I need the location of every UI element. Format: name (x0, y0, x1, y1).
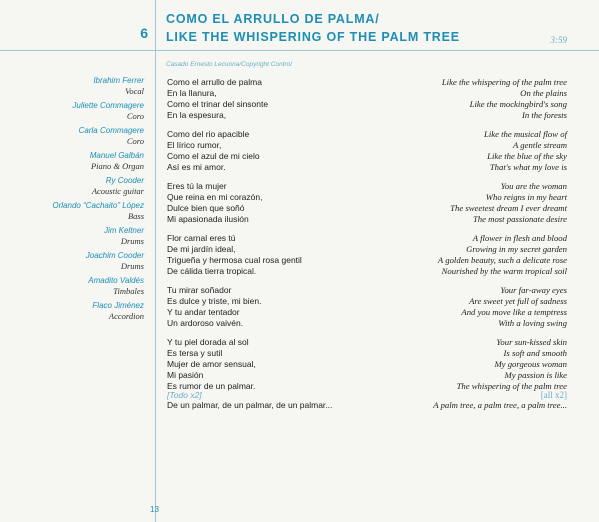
lyric-line: Is soft and smooth (503, 348, 567, 358)
lyric-line: De un palmar, de un palmar, de un palmar... (167, 400, 333, 410)
lyric-line: Como del rio apacible (167, 129, 250, 139)
musician-entry (0, 150, 144, 172)
lyric-line: A golden beauty, such a delicate rose (437, 255, 567, 265)
lyric-line: In the forests (521, 110, 567, 120)
lyric-line: With a loving swing (498, 318, 567, 328)
lyric-line: Es dulce y triste, mi bien. (167, 296, 262, 306)
musician-name: Amadito Valdés (88, 276, 144, 285)
musician-entry (0, 75, 144, 97)
lyric-line: Like the mockingbird's song (469, 99, 567, 109)
musician-entry (0, 300, 144, 322)
lyric-line: Like the musical flow of (483, 129, 567, 139)
lyric-line: A gentle stream (512, 140, 567, 150)
lyric-line: Dulce bien que soñó (167, 203, 245, 213)
stanza-en (337, 129, 567, 173)
lyric-line: De mi jardín ideal, (167, 244, 236, 254)
lyric-line: El lírico rumor, (167, 140, 222, 150)
lyric-line: Your sun-kissed skin (496, 337, 567, 347)
lyric-line: Like the blue of the sky (487, 151, 567, 161)
track-title-es: COMO EL ARRULLO DE PALMA/ (166, 12, 380, 26)
lyric-line: Mi pasión (167, 370, 204, 380)
stanza-en (337, 400, 567, 411)
musician-entry (0, 175, 144, 197)
lyric-line: Es rumor de un palmar. (167, 381, 256, 391)
musician-name: Juliette Commagere (72, 101, 144, 110)
musician-list (0, 75, 144, 325)
musician-entry (0, 275, 144, 297)
lyric-line: And you move like a temptress (461, 307, 567, 317)
musician-entry (0, 200, 144, 222)
lyric-line: Mujer de amor sensual, (167, 359, 256, 369)
horizontal-divider (0, 50, 599, 51)
lyric-line: Así es mi amor. (167, 162, 226, 172)
musician-role: Timbales (113, 286, 144, 296)
lyric-line: A flower in flesh and blood (472, 233, 567, 243)
lyric-line: The most passionate desire (472, 214, 567, 224)
musician-name: Manuel Galbán (89, 151, 144, 160)
lyric-line: Who reigns in my heart (485, 192, 567, 202)
lyric-line: The sweetest dream I ever dreamt (450, 203, 567, 213)
stanza-en (337, 337, 567, 392)
lyric-line: My gorgeous woman (494, 359, 567, 369)
musician-entry (0, 250, 144, 272)
musician-role: Drums (120, 236, 144, 246)
musician-role: Bass (127, 211, 144, 221)
lyric-line: En la espesura, (167, 110, 227, 120)
musician-name: Carla Commagere (78, 126, 144, 135)
stanza-en (337, 285, 567, 329)
musician-name: Ry Cooder (105, 176, 144, 185)
track-title (166, 10, 546, 46)
lyric-line: Trigueña y hermosa cual rosa gentil (167, 255, 302, 265)
lyric-line: Eres tú la mujer (167, 181, 227, 191)
musician-role: Vocal (125, 86, 144, 96)
track-title-en: LIKE THE WHISPERING OF THE PALM TREE (166, 30, 460, 44)
musician-name: Joachim Cooder (85, 251, 144, 260)
track-number: 6 (140, 25, 148, 41)
musician-role: Piano & Organ (90, 161, 144, 171)
lyric-line: Mi apasionada ilusión (167, 214, 249, 224)
lyric-line: On the plains (520, 88, 567, 98)
lyric-line: Tu mirar soñador (167, 285, 232, 295)
musician-name: Ibrahim Ferrer (93, 76, 144, 85)
track-duration: 3:59 (550, 35, 567, 45)
musician-entry (0, 225, 144, 247)
lyric-line: Growing in my secret garden (466, 244, 567, 254)
musician-name: Flaco Jiménez (92, 301, 144, 310)
lyric-line: Como el trinar del sinsonte (167, 99, 269, 109)
lyric-line: Un ardoroso vaivén. (167, 318, 244, 328)
stanza-en (337, 77, 567, 121)
lyric-line: Your far-away eyes (500, 285, 567, 295)
lyric-line: You are the woman (500, 181, 567, 191)
musician-role: Coro (126, 111, 144, 121)
lyric-line: Como el azul de mi cielo (167, 151, 260, 161)
vertical-divider (155, 0, 156, 522)
repeat-note-es: [Todo x2] (167, 390, 202, 400)
lyric-line: Are sweet yet full of sadness (469, 296, 567, 306)
lyric-line: Es tersa y sutil (167, 348, 223, 358)
page-number: 13 (150, 505, 159, 514)
musician-name: Jim Keltner (103, 226, 144, 235)
repeat-note-en: [all x2] (540, 390, 567, 400)
lyric-line: Nourished by the warm tropical soil (441, 266, 567, 276)
stanza-en (337, 181, 567, 225)
lyric-line: My passion is like (504, 370, 567, 380)
musician-role: Drums (120, 261, 144, 271)
lyric-line: That's what my love is (489, 162, 567, 172)
lyric-line: Y tu piel dorada al sol (167, 337, 249, 347)
musician-role: Accordion (108, 311, 144, 321)
lyric-line: De cálida tierra tropical. (167, 266, 257, 276)
lyrics-english (337, 77, 567, 419)
musician-role: Coro (126, 136, 144, 146)
stanza-en (337, 233, 567, 277)
lyric-line: Como el arrullo de palma (167, 77, 262, 87)
musician-entry (0, 125, 144, 147)
lyric-line: Que reina en mi corazón, (167, 192, 263, 202)
composer-credit: Casado Ernesto Lecuona/Copyright Control (166, 61, 292, 68)
lyric-line: Y tu andar tentador (167, 307, 240, 317)
lyric-line: A palm tree, a palm tree, a palm tree... (433, 400, 567, 410)
lyric-line: Flor carnal eres tú (167, 233, 236, 243)
lyric-line: Like the whispering of the palm tree (441, 77, 567, 87)
musician-name: Orlando “Cachaito” López (52, 201, 144, 210)
lyric-line: The whispering of the palm tree (456, 381, 567, 391)
musician-role: Acoustic guitar (91, 186, 144, 196)
musician-entry (0, 100, 144, 122)
lyric-line: En la llanura, (167, 88, 217, 98)
